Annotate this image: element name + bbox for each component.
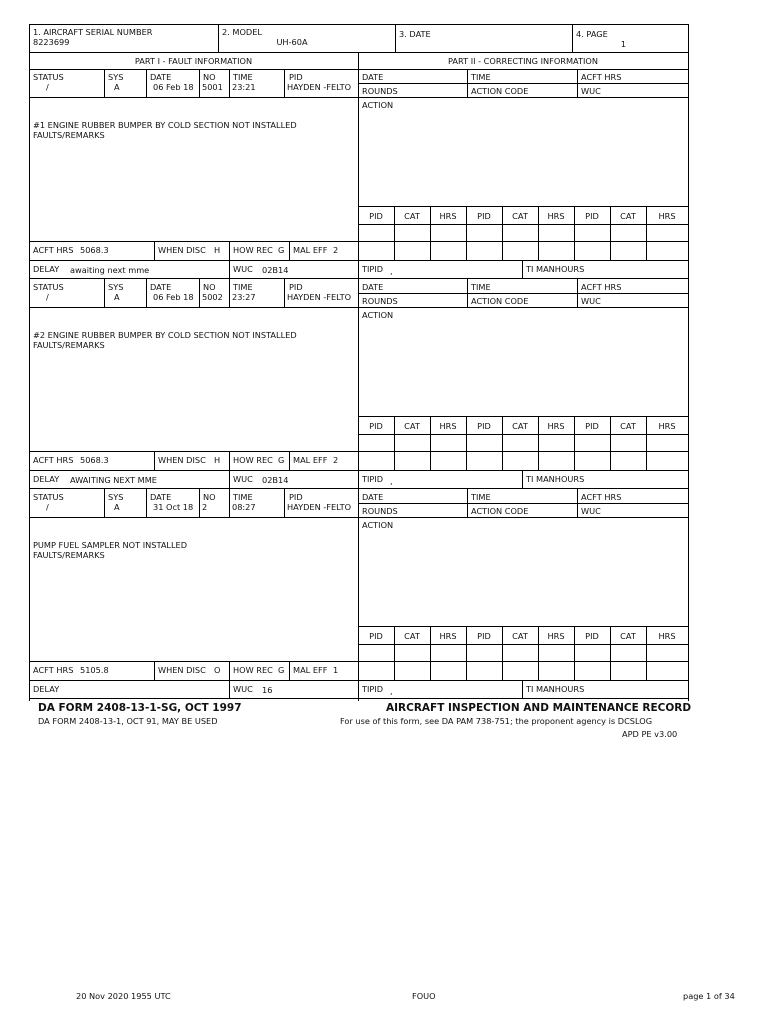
rule-line: [229, 451, 230, 489]
grid-header-cat: CAT: [620, 211, 636, 221]
sys-value[interactable]: A: [114, 502, 120, 512]
status-value[interactable]: /: [46, 502, 49, 512]
grid-header-hrs: HRS: [658, 631, 676, 641]
fault-remarks-text[interactable]: #2 ENGINE RUBBER BUMPER BY COLD SECTION NOT INSTALLED: [33, 330, 297, 340]
status-label: STATUS: [33, 492, 64, 502]
delay-value[interactable]: AWAITING NEXT MME: [70, 475, 157, 485]
page-value[interactable]: 1: [620, 39, 627, 49]
delay-label: DELAY: [33, 264, 60, 274]
pid-value[interactable]: HAYDEN -FELTO: [287, 502, 352, 512]
acft-hrs-value[interactable]: 5068.3: [80, 455, 109, 465]
rule-line: [199, 489, 200, 518]
correct-wuc-label: WUC: [581, 296, 601, 306]
rule-line: [104, 489, 105, 518]
tipid-value[interactable]: ,: [390, 686, 393, 696]
acft-hrs-value[interactable]: 5105.8: [80, 665, 109, 675]
rule-line: [467, 489, 468, 518]
grid-header-cat: CAT: [404, 421, 420, 431]
action-code-label: ACTION CODE: [471, 296, 529, 306]
rule-line: [289, 451, 290, 471]
rule-line: [29, 517, 359, 518]
rule-line: [29, 278, 689, 279]
rule-line: [467, 279, 468, 308]
how-rec-label: HOW REC: [233, 665, 273, 675]
fault-time-value[interactable]: 23:21: [232, 82, 256, 92]
delay-value[interactable]: awaiting next mme: [70, 265, 150, 275]
rule-line: [289, 241, 290, 261]
faults-remarks-label: FAULTS/REMARKS: [33, 130, 105, 140]
correct-date-label: DATE: [362, 72, 384, 82]
how-rec-value[interactable]: G: [278, 665, 285, 675]
wuc-label: WUC: [233, 684, 253, 694]
model-value[interactable]: UH-60A: [276, 37, 308, 47]
fault-time-label: TIME: [233, 72, 253, 82]
acft-hrs-value[interactable]: 5068.3: [80, 245, 109, 255]
mal-eff-label: MAL EFF: [293, 245, 328, 255]
mal-eff-label: MAL EFF: [293, 665, 328, 675]
acft-hrs-label: ACFT HRS: [33, 665, 74, 675]
wuc-value[interactable]: 02B14: [262, 475, 289, 485]
rule-line: [29, 680, 689, 681]
rule-line: [29, 307, 359, 308]
rule-line: [284, 489, 285, 518]
rule-line: [358, 626, 689, 627]
sys-value[interactable]: A: [114, 82, 120, 92]
correct-acft-hrs-label: ACFT HRS: [581, 72, 622, 82]
rule-line: [229, 279, 230, 308]
rule-line: [29, 488, 689, 489]
fault-date-value[interactable]: 06 Feb 18: [153, 82, 194, 92]
fault-date-label: DATE: [150, 492, 172, 502]
fault-no-label: NO: [203, 492, 216, 502]
how-rec-value[interactable]: G: [278, 455, 285, 465]
faults-remarks-label: FAULTS/REMARKS: [33, 550, 105, 560]
grid-header-pid: PID: [369, 421, 383, 431]
rule-line: [29, 661, 689, 662]
pid-label: PID: [289, 492, 303, 502]
sys-label: SYS: [108, 492, 124, 502]
ti-manhours-label: TI MANHOURS: [526, 474, 585, 484]
classification-marking: FOUO: [412, 991, 436, 1001]
fault-time-label: TIME: [233, 492, 253, 502]
grid-header-pid: PID: [585, 631, 599, 641]
rounds-label: ROUNDS: [362, 506, 398, 516]
when-disc-value[interactable]: O: [214, 665, 221, 675]
rule-line: [289, 661, 290, 681]
rule-line: [358, 503, 689, 504]
delay-label: DELAY: [33, 474, 60, 484]
rule-line: [358, 97, 689, 98]
rule-line: [467, 69, 468, 98]
fault-remarks-text[interactable]: #1 ENGINE RUBBER BUMPER BY COLD SECTION NOT INSTALLED: [33, 120, 297, 130]
version-label: APD PE v3.00: [622, 729, 678, 739]
rule-line: [688, 24, 689, 701]
rule-line: [29, 241, 689, 242]
fault-date-label: DATE: [150, 282, 172, 292]
fault-date-value[interactable]: 06 Feb 18: [153, 292, 194, 302]
rule-line: [229, 69, 230, 98]
action-label: ACTION: [362, 520, 394, 530]
rule-line: [577, 489, 578, 518]
rule-line: [229, 241, 230, 279]
how-rec-label: HOW REC: [233, 245, 273, 255]
rule-line: [146, 279, 147, 308]
rule-line: [29, 260, 689, 261]
fault-no-label: NO: [203, 72, 216, 82]
status-value[interactable]: /: [46, 82, 49, 92]
rule-line: [577, 69, 578, 98]
rule-line: [577, 279, 578, 308]
faults-remarks-label: FAULTS/REMARKS: [33, 340, 105, 350]
pid-label: PID: [289, 72, 303, 82]
sys-label: SYS: [108, 282, 124, 292]
model-label: 2. MODEL: [222, 27, 262, 37]
mal-eff-value[interactable]: 1: [333, 665, 339, 675]
rule-line: [104, 69, 105, 98]
rule-line: [358, 83, 689, 84]
serial-number-value[interactable]: 8223699: [33, 37, 70, 47]
rule-line: [199, 69, 200, 98]
correct-date-label: DATE: [362, 282, 384, 292]
grid-header-cat: CAT: [512, 211, 528, 221]
grid-header-cat: CAT: [512, 631, 528, 641]
rule-line: [229, 489, 230, 518]
tipid-label: TIPID: [362, 264, 384, 274]
correct-time-label: TIME: [471, 72, 491, 82]
rule-line: [358, 224, 689, 225]
sys-value[interactable]: A: [114, 292, 120, 302]
grid-header-pid: PID: [369, 211, 383, 221]
grid-header-hrs: HRS: [439, 211, 457, 221]
grid-header-hrs: HRS: [547, 631, 565, 641]
correct-wuc-label: WUC: [581, 86, 601, 96]
rule-line: [154, 241, 155, 261]
status-value[interactable]: /: [46, 292, 49, 302]
correct-date-label: DATE: [362, 492, 384, 502]
rule-line: [358, 206, 689, 207]
status-label: STATUS: [33, 282, 64, 292]
mal-eff-label: MAL EFF: [293, 455, 328, 465]
rule-line: [29, 97, 359, 98]
status-label: STATUS: [33, 72, 64, 82]
rule-line: [229, 661, 230, 699]
grid-header-hrs: HRS: [547, 211, 565, 221]
grid-header-cat: CAT: [512, 421, 528, 431]
tipid-value[interactable]: ,: [390, 476, 393, 486]
grid-header-hrs: HRS: [439, 631, 457, 641]
rounds-label: ROUNDS: [362, 86, 398, 96]
rule-line: [358, 293, 689, 294]
wuc-label: WUC: [233, 474, 253, 484]
how-rec-label: HOW REC: [233, 455, 273, 465]
action-label: ACTION: [362, 310, 394, 320]
rule-line: [358, 52, 359, 701]
rule-line: [218, 24, 219, 53]
how-rec-value[interactable]: G: [278, 245, 285, 255]
rule-line: [358, 644, 689, 645]
grid-header-pid: PID: [477, 421, 491, 431]
date-label: 3. DATE: [399, 29, 431, 39]
fault-time-value[interactable]: 23:27: [232, 292, 256, 302]
acft-hrs-label: ACFT HRS: [33, 455, 74, 465]
rule-line: [572, 24, 573, 53]
mal-eff-value[interactable]: 2: [333, 245, 339, 255]
rule-line: [154, 451, 155, 471]
wuc-label: WUC: [233, 264, 253, 274]
rule-line: [29, 52, 689, 53]
rule-line: [154, 661, 155, 681]
fault-remarks-text[interactable]: PUMP FUEL SAMPLER NOT INSTALLED: [33, 540, 188, 550]
rule-line: [358, 517, 689, 518]
ti-manhours-label: TI MANHOURS: [526, 684, 585, 694]
fault-no-value[interactable]: 5002: [202, 292, 223, 302]
when-disc-value[interactable]: H: [214, 455, 221, 465]
rule-line: [29, 24, 689, 25]
rule-line: [522, 470, 523, 489]
grid-header-pid: PID: [477, 211, 491, 221]
rule-line: [29, 24, 30, 701]
rule-line: [358, 416, 689, 417]
page-count: page 1 of 34: [683, 991, 735, 1001]
rule-line: [199, 279, 200, 308]
tipid-value[interactable]: ,: [390, 266, 393, 276]
pid-label: PID: [289, 282, 303, 292]
timestamp: 20 Nov 2020 1955 UTC: [76, 991, 171, 1001]
rule-line: [29, 698, 689, 699]
grid-header-cat: CAT: [404, 211, 420, 221]
when-disc-value[interactable]: H: [214, 245, 221, 255]
grid-header-pid: PID: [585, 421, 599, 431]
action-code-label: ACTION CODE: [471, 86, 529, 96]
when-disc-label: WHEN DISC: [158, 665, 206, 675]
form-id: DA FORM 2408-13-1-SG, OCT 1997: [38, 702, 242, 714]
pid-value[interactable]: HAYDEN -FELTO: [287, 292, 352, 302]
rule-line: [29, 69, 689, 70]
form-title: AIRCRAFT INSPECTION AND MAINTENANCE RECORD: [386, 702, 692, 714]
rule-line: [29, 451, 689, 452]
rule-line: [522, 680, 523, 699]
part1-title: PART I - FAULT INFORMATION: [134, 56, 253, 66]
use-note: For use of this form, see DA PAM 738-751; the proponent agency is DCSLOG: [340, 716, 653, 726]
when-disc-label: WHEN DISC: [158, 455, 206, 465]
pid-value[interactable]: HAYDEN -FELTO: [287, 82, 352, 92]
grid-header-hrs: HRS: [547, 421, 565, 431]
wuc-value[interactable]: 16: [262, 685, 273, 695]
tipid-label: TIPID: [362, 474, 384, 484]
grid-header-cat: CAT: [620, 421, 636, 431]
fault-date-value[interactable]: 31 Oct 18: [153, 502, 194, 512]
correct-time-label: TIME: [471, 282, 491, 292]
when-disc-label: WHEN DISC: [158, 245, 206, 255]
correct-acft-hrs-label: ACFT HRS: [581, 492, 622, 502]
page-label: 4. PAGE: [576, 29, 608, 39]
serial-number-label: 1. AIRCRAFT SERIAL NUMBER: [33, 27, 153, 37]
correct-time-label: TIME: [471, 492, 491, 502]
rule-line: [395, 24, 396, 53]
fault-no-value[interactable]: 2: [202, 502, 208, 512]
rule-line: [146, 69, 147, 98]
rule-line: [29, 470, 689, 471]
supersede-note: DA FORM 2408-13-1, OCT 91, MAY BE USED: [38, 716, 218, 726]
delay-label: DELAY: [33, 684, 60, 694]
grid-header-hrs: HRS: [658, 211, 676, 221]
rule-line: [146, 489, 147, 518]
ti-manhours-label: TI MANHOURS: [526, 264, 585, 274]
rule-line: [358, 434, 689, 435]
correct-wuc-label: WUC: [581, 506, 601, 516]
tipid-label: TIPID: [362, 684, 384, 694]
part2-title: PART II - CORRECTING INFORMATION: [447, 56, 598, 66]
mal-eff-value[interactable]: 2: [333, 455, 339, 465]
rounds-label: ROUNDS: [362, 296, 398, 306]
grid-header-pid: PID: [369, 631, 383, 641]
grid-header-pid: PID: [477, 631, 491, 641]
rule-line: [284, 69, 285, 98]
rule-line: [522, 260, 523, 279]
action-code-label: ACTION CODE: [471, 506, 529, 516]
fault-no-label: NO: [203, 282, 216, 292]
fault-no-value[interactable]: 5001: [202, 82, 223, 92]
fault-date-label: DATE: [150, 72, 172, 82]
grid-header-pid: PID: [585, 211, 599, 221]
grid-header-cat: CAT: [404, 631, 420, 641]
acft-hrs-label: ACFT HRS: [33, 245, 74, 255]
fault-time-value[interactable]: 08:27: [232, 502, 256, 512]
correct-acft-hrs-label: ACFT HRS: [581, 282, 622, 292]
rule-line: [358, 307, 689, 308]
fault-time-label: TIME: [233, 282, 253, 292]
rule-line: [284, 279, 285, 308]
sys-label: SYS: [108, 72, 124, 82]
grid-header-hrs: HRS: [439, 421, 457, 431]
grid-header-hrs: HRS: [658, 421, 676, 431]
grid-header-cat: CAT: [620, 631, 636, 641]
rule-line: [104, 279, 105, 308]
wuc-value[interactable]: 02B14: [262, 265, 289, 275]
action-label: ACTION: [362, 100, 394, 110]
